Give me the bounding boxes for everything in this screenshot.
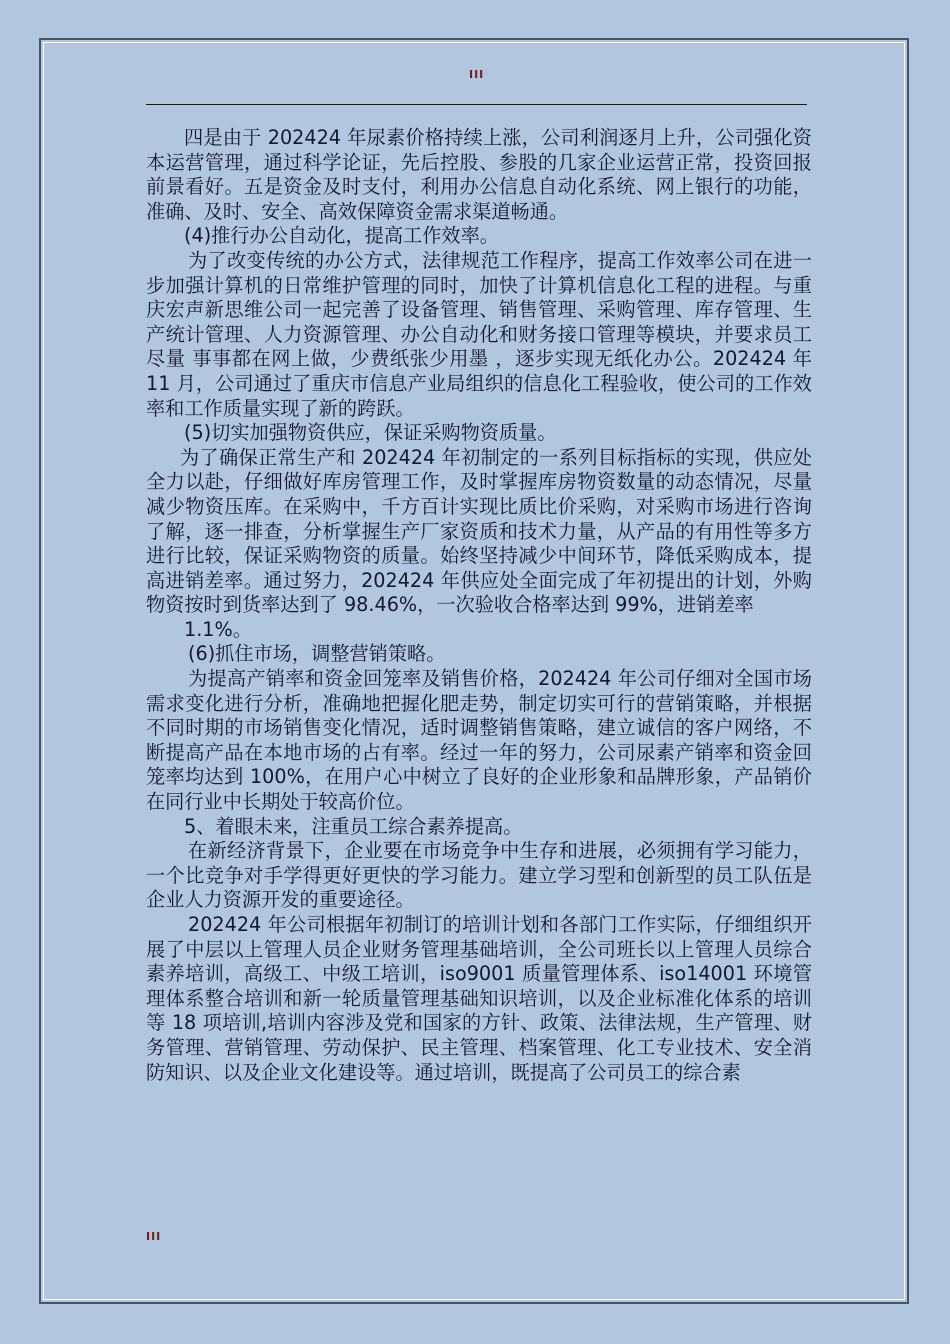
heading-marketing: (6)抓住市场，调整营销策略。 — [188, 642, 446, 666]
paragraph-purchase-margin: 1.1%。 — [184, 617, 252, 641]
heading-material-supply: (5)切实加强物资供应，保证采购物资质量。 — [184, 421, 557, 445]
document-body — [146, 126, 812, 1085]
document-page — [39, 38, 909, 1304]
heading-office-automation: (4)推行办公自动化，提高工作效率。 — [184, 224, 499, 248]
paragraph-marketing: 为提高产销率和资金回笼率及销售价格，202424 年公司仔细对全国市场需求变化进行分析，准确地把握化肥走势，制定切实可行的营销策略，并根据不同时期的市场销售变化情况，适时调整销售策略，建立诚信的客户网络，不断提高产品在本地市场的占有率。经过一年的努力，公司尿素产销率和资金回笼率均达到 100%，在用户心中树立了良好的企业形象和品牌形象，产品销价在同行业中长期处于较高价位。 — [146, 667, 812, 814]
header-rule — [146, 104, 807, 105]
heading-staff-quality: 5、着眼未来，注重员工综合素养提高。 — [184, 814, 523, 838]
paragraph-material-supply: 为了确保正常生产和 202424 年初制定的一系列目标指标的实现，供应处全力以赴，仔细做好库房管理工作，及时掌握库房物资数量的动态情况，尽量减少物资压库。在采购中，千方百计实现比质比价采购，对采购市场进行咨询了解，逐一排查，分析掌握生产厂家资质和技术力量，从产品的有用性等多方进行比较，保证采购物资的质量。始终坚持减少中间环节，降低采购成本，提高进销差率。通过努力，202424 年供应处全面完成了年初提出的计划，外购物资按时到货率达到了 98.46%，一次验收合格率达到 99%，进销差率 — [146, 445, 812, 617]
header-mark: III — [469, 68, 485, 81]
footer-mark: III — [146, 1230, 162, 1243]
paragraph-training: 202424 年公司根据年初制订的培训计划和各部门工作实际，仔细组织开展了中层以上管理人员企业财务管理基础培训，全公司班长以上管理人员综合素养培训，高级工、中级工培训，iso9001 质量管理体系、iso14001 环境管理体系整合培训和新一轮质量管理基础知识培训，以及企业标准化体系的培训等 18 项培训,培训内容涉及党和国家的方针、政策、法律法规，生产管理、财务管理、营销管理、劳动保护、民主管理、档案管理、化工专业技术、安全消防知识、以及企业文化建设等。通过培训，既提高了公司员工的综合素 — [146, 913, 812, 1084]
paragraph-office-automation: 为了改变传统的办公方式，法律规范工作程序，提高工作效率公司在进一步加强计算机的日常维护管理的同时，加快了计算机信息化工程的进程。与重庆宏声新思维公司一起完善了设备管理、销售管理、采购管理、库存管理、生产统计管理、人力资源管理、办公自动化和财务接口管理等模块，并要求员工尽量 事事都在网上做，少费纸张少用墨 ，逐步实现无纸化办公。202424 年 11 月，公司通过了重庆市信息产业局组织的信息化工程验收，使公司的工作效率和工作质量实现了新的跨跃。 — [146, 248, 812, 420]
paragraph-capital-management: 四是由于 202424 年尿素价格持续上涨，公司利润逐月上升，公司强化资本运营管理，通过科学论证，先后控股、参股的几家企业运营正常，投资回报前景看好。五是资金及时支付，利用办公信息自动化系统、网上银行的功能，准确、及时、安全、高效保障资金需求渠道畅通。 — [146, 126, 812, 223]
paragraph-learning-ability: 在新经济背景下，企业要在市场竞争中生存和进展，必须拥有学习能力，一个比竞争对手学得更好更快的学习能力。建立学习型和创新型的员工队伍是企业人力资源开发的重要途径。 — [146, 839, 812, 912]
